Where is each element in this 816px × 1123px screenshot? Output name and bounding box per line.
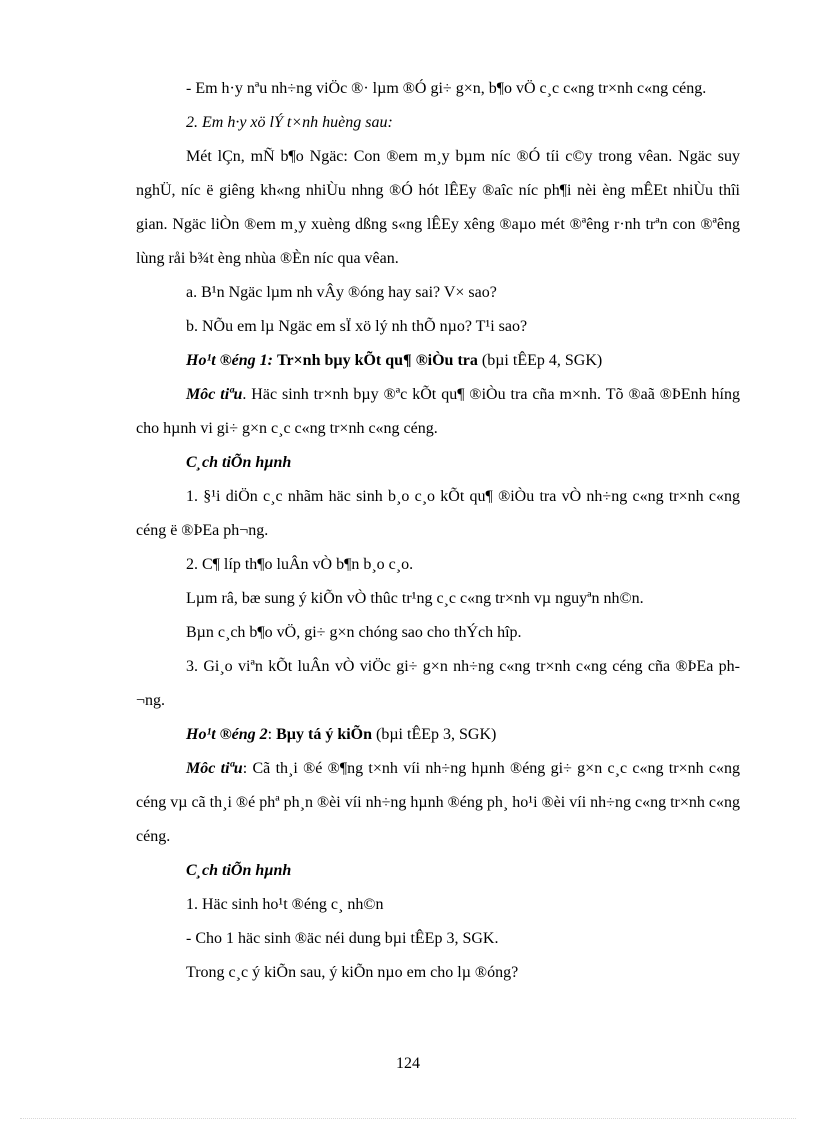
activity-1-step: Bµn c¸ch b¶o vÖ, gi÷ g×n chóng sao cho thÝch hîp.: [186, 624, 522, 641]
exercise-2-heading: 2. Em h·y xö lÝ t×nh huèng sau:: [186, 114, 393, 131]
activity-1-step: 2. C¶ líp th¶o luÂn vÒ b¶n b¸o c¸o.: [186, 556, 414, 573]
intro-task: - Em h·y nªu nh÷ng viÖc ®· lµm ®Ó gi÷ g×n, b¶o vÖ c¸c c«ng tr×nh c«ng céng.: [186, 80, 707, 97]
activity-1-goal-label: Môc tiªu: [186, 386, 243, 403]
bottom-divider: [20, 1118, 796, 1119]
activity-2-goal-text: : Cã th¸i ®é ®¶ng t×nh víi nh÷ng hµnh ®éng gi÷ g×n c¸c c«ng tr×nh c«ng céng vµ cã th¸i ®é phª ph¸n ®èi víi nh÷ng hµnh ®éng ph¸ ho¹i ®èi víi nh÷ng c«ng tr×nh c«ng céng.: [136, 760, 741, 845]
activity-1-title: Tr×nh bµy kÕt qu¶ ®iÒu tra: [276, 352, 478, 369]
page-number: 124: [396, 1055, 420, 1072]
activity-1-label: Ho¹t ®éng 1:: [186, 352, 273, 369]
activity-2-step: Trong c¸c ý kiÕn sau, ý kiÕn nµo em cho lµ ®óng?: [186, 964, 519, 981]
situation-paragraph: Mét lÇn, mÑ b¶o Ngäc: Con ®em m¸y bµm níc ®Ó tíi c©y trong vêan. Ngäc suy nghÜ, níc ë giêng kh«ng nhiÙu nhng ®Ó hót lÊEy ®aîc níc ph¶i nèi èng mÊEt nhiÙu thîi gian. Ngäc liÒn ®em m¸y xuèng dßng s«ng lÊEy xêng ®aµo mét ®ªêng r·nh trªn con ®ªêng lùng råi b¾t èng nhùa ®Èn níc qua vêan.: [136, 148, 740, 267]
activity-1-goal: [136, 378, 740, 446]
activity-2-step: 1. Häc sinh ho¹t ®éng c¸ nh©n: [186, 896, 384, 913]
activity-2-goal: [136, 752, 740, 854]
activity-1-method-label: C¸ch tiÕn hµnh: [186, 454, 292, 471]
activity-2-separator: :: [267, 726, 277, 743]
document-body: [136, 72, 740, 990]
activity-1-step: 3. Gi¸o viªn kÕt luÂn vÒ viÖc gi÷ g×n nh÷ng c«ng tr×nh c«ng céng cña ®ÞEa ph¬ng.: [136, 658, 740, 709]
question-b: b. NÕu em lµ Ngäc em sÏ xö lý nh thÕ nµo? T¹i sao?: [186, 318, 528, 335]
activity-2-method-label: C¸ch tiÕn hµnh: [186, 862, 292, 879]
activity-1-heading: [136, 344, 740, 378]
activity-1-goal-text: . Häc sinh tr×nh bµy ®ªc kÕt qu¶ ®iÒu tra cña m×nh. Tõ ®aã ®ÞEnh híng cho hµnh vi gi÷ g×n c¸c c«ng tr×nh c«ng céng.: [136, 386, 741, 437]
question-a: a. B¹n Ngäc lµm nh vÂy ®óng hay sai? V× sao?: [186, 284, 497, 301]
activity-2-title: Bµy tá ý kiÕn: [276, 726, 372, 743]
activity-2-step: - Cho 1 häc sinh ®äc néi dung bµi tÊEp 3, SGK.: [186, 930, 499, 947]
activity-2-goal-label: Môc tiªu: [186, 760, 243, 777]
activity-2-note: (bµi tÊEp 3, SGK): [376, 726, 497, 743]
activity-2-heading: [136, 718, 740, 752]
activity-1-note: (bµi tÊEp 4, SGK): [481, 352, 603, 369]
activity-1-step: 1. §¹i diÖn c¸c nhãm häc sinh b¸o c¸o kÕt qu¶ ®iÒu tra vÒ nh÷ng c«ng tr×nh c«ng céng ë ®ÞEa ph¬ng.: [136, 488, 740, 539]
activity-2-label: Ho¹t ®éng 2: [186, 726, 268, 743]
activity-1-step: Lµm râ, bæ sung ý kiÕn vÒ thûc tr¹ng c¸c c«ng tr×nh vµ nguyªn nh©n.: [186, 590, 644, 607]
